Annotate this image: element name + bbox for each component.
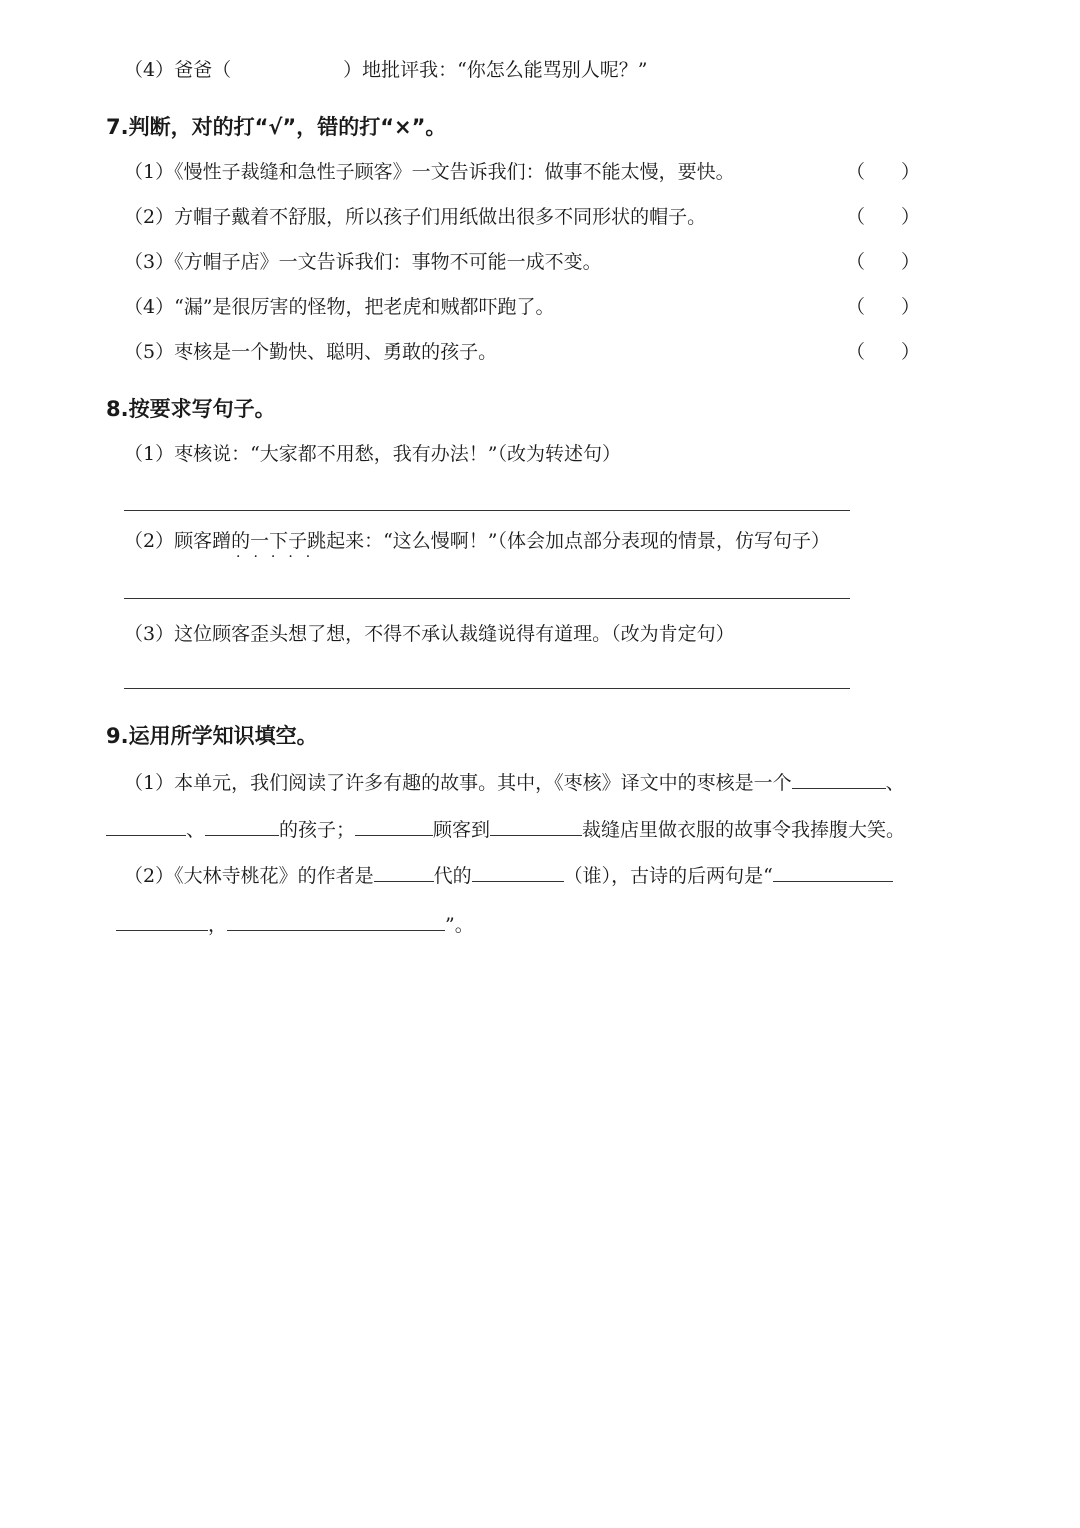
paren-open: （ <box>846 206 866 228</box>
q9-blank-5[interactable] <box>490 817 582 836</box>
q8-answer-line-2[interactable] <box>124 598 850 599</box>
q9-blank-7[interactable] <box>472 863 564 882</box>
q9-item-1-sep2: 、 <box>186 819 206 841</box>
paren-close: ） <box>901 206 921 228</box>
q9-item-2-part3: （谁），古诗的后两句是“ <box>563 865 773 887</box>
q6-item-4 <box>124 58 648 82</box>
q9-blank-6[interactable] <box>374 863 434 882</box>
q7-answer-3[interactable] <box>846 250 920 274</box>
q9-item-2-end: ”。 <box>445 914 474 936</box>
paren-open: （ <box>846 296 866 318</box>
emphasis-dots: ····· <box>236 549 324 565</box>
q8-answer-line-3[interactable] <box>124 688 850 689</box>
q9-item-2-line-1 <box>124 863 893 888</box>
q9-item-1-part1: （1）本单元，我们阅读了许多有趣的故事。其中，《枣核》译文中的枣核是一个 <box>124 772 792 794</box>
paren-close: ） <box>901 341 921 363</box>
q6-item-4-prefix: （4）爸爸（ <box>124 59 232 81</box>
q9-item-1-sep1: 、 <box>885 772 905 794</box>
q9-heading: 9.运用所学知识填空。 <box>106 724 318 748</box>
q9-item-1-line-1 <box>124 770 905 795</box>
q9-item-1-part4: 裁缝店里做衣服的故事令我捧腹大笑。 <box>582 819 906 841</box>
paren-close: ） <box>901 161 921 183</box>
q9-item-2-line-2 <box>116 912 474 937</box>
q9-item-2-part1: （2）《大林寺桃花》的作者是 <box>124 865 374 887</box>
q7-item-1: （1）《慢性子裁缝和急性子顾客》一文告诉我们：做事不能太慢，要快。 <box>124 161 735 183</box>
paren-open: （ <box>846 341 866 363</box>
q9-blank-9[interactable] <box>116 912 208 931</box>
q9-blank-10[interactable] <box>227 912 445 931</box>
q7-item-3: （3）《方帽子店》一文告诉我们：事物不可能一成不变。 <box>124 251 602 273</box>
paren-close: ） <box>901 296 921 318</box>
paren-open: （ <box>846 161 866 183</box>
q9-item-2-comma: ， <box>208 914 228 936</box>
q9-blank-3[interactable] <box>205 817 279 836</box>
paren-open: （ <box>846 251 866 273</box>
q9-blank-8[interactable] <box>773 863 893 882</box>
q9-blank-1[interactable] <box>792 770 886 789</box>
q7-answer-5[interactable] <box>846 340 920 364</box>
q6-item-4-suffix: ）地批评我：“你怎么能骂别人呢？” <box>343 59 648 81</box>
q8-item-2: （2）顾客蹭的一下子跳起来：“这么慢啊！”（体会加点部分表现的情景，仿写句子） <box>124 530 831 552</box>
q7-item-4: （4）“漏”是很厉害的怪物，把老虎和贼都吓跑了。 <box>124 296 555 318</box>
q7-item-2: （2）方帽子戴着不舒服，所以孩子们用纸做出很多不同形状的帽子。 <box>124 206 707 228</box>
q9-blank-2[interactable] <box>106 817 186 836</box>
q9-item-1-part2: 的孩子； <box>279 819 356 841</box>
paren-close: ） <box>901 251 921 273</box>
q9-blank-4[interactable] <box>355 817 433 836</box>
q8-item-1: （1）枣核说：“大家都不用愁，我有办法！”（改为转述句） <box>124 443 622 465</box>
q8-answer-line-1[interactable] <box>124 510 850 511</box>
q7-answer-4[interactable] <box>846 295 920 319</box>
q9-item-1-line-2 <box>106 817 905 842</box>
q7-item-5: （5）枣核是一个勤快、聪明、勇敢的孩子。 <box>124 341 498 363</box>
q8-heading: 8.按要求写句子。 <box>106 397 276 421</box>
q8-item-3: （3）这位顾客歪头想了想，不得不承认裁缝说得有道理。（改为肯定句） <box>124 623 735 645</box>
q9-item-2-part2: 代的 <box>433 865 472 887</box>
q7-answer-2[interactable] <box>846 205 920 229</box>
q7-heading: 7.判断，对的打“√”，错的打“×”。 <box>106 115 447 139</box>
q9-item-1-part3: 顾客到 <box>433 819 491 841</box>
q7-answer-1[interactable] <box>846 160 920 184</box>
